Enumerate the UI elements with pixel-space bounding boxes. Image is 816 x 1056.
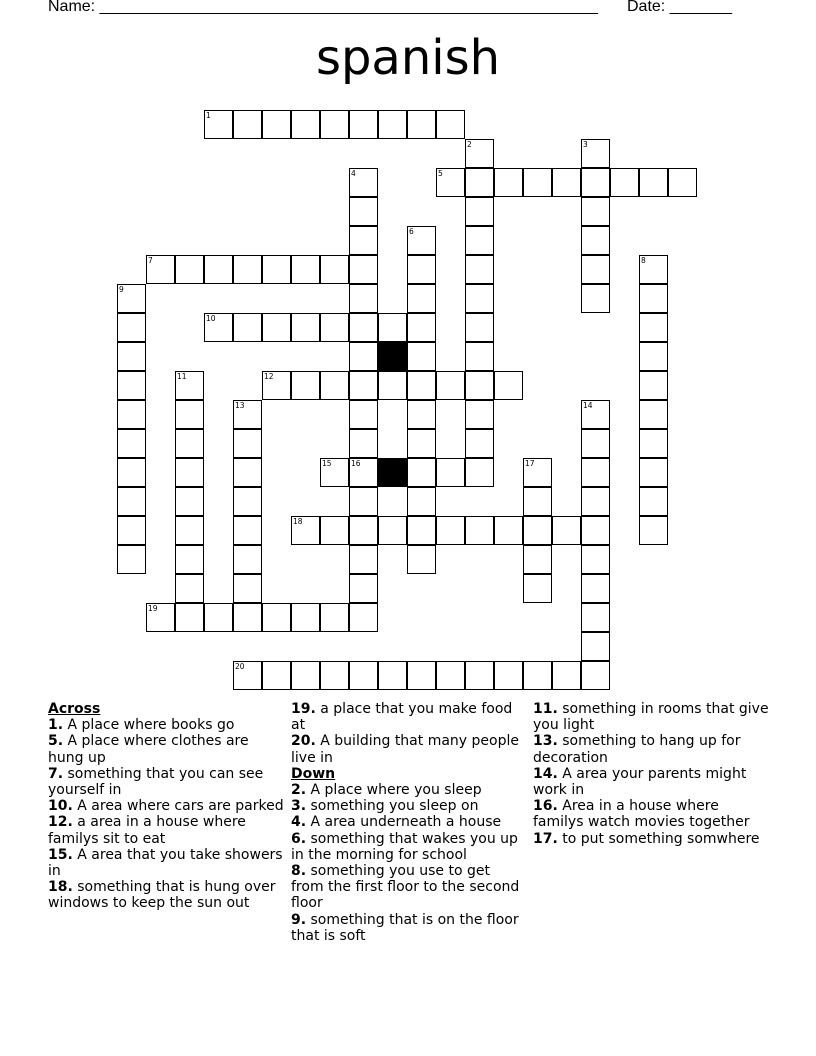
grid-cell[interactable] (581, 661, 610, 690)
down-clue-3: 3. something you sleep on (291, 798, 479, 815)
grid-cell[interactable] (320, 255, 349, 284)
grid-cell[interactable] (639, 342, 668, 371)
clue-number: 11 (177, 372, 187, 381)
down-clue-2: 2. A place where you sleep (291, 782, 482, 799)
grid-cell[interactable] (465, 139, 494, 168)
clue-number: 12 (264, 372, 274, 381)
grid-cell[interactable] (494, 168, 523, 197)
grid-cell[interactable] (581, 574, 610, 603)
grid-cell[interactable] (291, 661, 320, 690)
grid-cell[interactable] (581, 255, 610, 284)
clue-column-2 (291, 701, 527, 944)
grid-cell[interactable] (407, 110, 436, 139)
grid-cell[interactable] (233, 661, 262, 690)
grid-cell[interactable] (581, 400, 610, 429)
grid-cell[interactable] (233, 516, 262, 545)
grid-cell[interactable] (349, 574, 378, 603)
across-clue-20: 20. A building that many people live in (291, 733, 519, 766)
grid-cell[interactable] (117, 342, 146, 371)
grid-cell[interactable] (349, 429, 378, 458)
clue-number: 18 (293, 517, 303, 526)
grid-cell[interactable] (291, 603, 320, 632)
grid-cell[interactable] (320, 313, 349, 342)
date-line: Date: _______ (627, 0, 732, 15)
grid-cell[interactable] (581, 487, 610, 516)
grid-cell[interactable] (233, 487, 262, 516)
grid-cell[interactable] (175, 255, 204, 284)
grid-cell[interactable] (523, 516, 552, 545)
grid-cell[interactable] (407, 458, 436, 487)
grid-cell[interactable] (175, 574, 204, 603)
grid-cell[interactable] (378, 313, 407, 342)
grid-cell[interactable] (639, 516, 668, 545)
grid-cell[interactable] (581, 226, 610, 255)
grid-cell[interactable] (639, 487, 668, 516)
grid-cell[interactable] (523, 661, 552, 690)
grid-cell[interactable] (117, 284, 146, 313)
grid-cell[interactable] (581, 197, 610, 226)
grid-cell[interactable] (262, 661, 291, 690)
grid-cell[interactable] (465, 284, 494, 313)
puzzle-title: spanish (315, 30, 501, 86)
grid-cell[interactable] (494, 371, 523, 400)
grid-cell[interactable] (291, 371, 320, 400)
grid-cell[interactable] (407, 545, 436, 574)
grid-cell[interactable] (146, 603, 175, 632)
grid-cell[interactable] (552, 168, 581, 197)
grid-cell[interactable] (320, 516, 349, 545)
grid-cell[interactable] (639, 168, 668, 197)
grid-cell[interactable] (581, 429, 610, 458)
grid-cell[interactable] (668, 168, 697, 197)
grid-cell[interactable] (465, 458, 494, 487)
grid-cell[interactable] (349, 168, 378, 197)
grid-cell[interactable] (523, 574, 552, 603)
grid-cell[interactable] (233, 603, 262, 632)
grid-cell[interactable] (436, 516, 465, 545)
clue-number: 4 (351, 169, 356, 178)
grid-cell[interactable] (378, 110, 407, 139)
grid-cell[interactable] (523, 487, 552, 516)
grid-cell[interactable] (639, 284, 668, 313)
grid-cell[interactable] (262, 603, 291, 632)
across-clue-12: 12. a area in a house where familys sit to eat (48, 814, 246, 847)
grid-cell[interactable] (465, 371, 494, 400)
grid-cell[interactable] (349, 487, 378, 516)
clue-number: 16 (351, 459, 361, 468)
grid-cell[interactable] (320, 458, 349, 487)
grid-cell[interactable] (349, 226, 378, 255)
grid-cell[interactable] (233, 429, 262, 458)
grid-cell[interactable] (581, 603, 610, 632)
grid-cell[interactable] (349, 284, 378, 313)
grid-cell[interactable] (233, 574, 262, 603)
grid-cell[interactable] (320, 603, 349, 632)
across-clue-15: 15. A area that you take showers in (48, 846, 283, 880)
grid-cell[interactable] (581, 632, 610, 661)
clue-number: 13 (235, 401, 245, 410)
grid-cell[interactable] (233, 255, 262, 284)
grid-cell[interactable] (552, 661, 581, 690)
grid-cell[interactable] (436, 110, 465, 139)
grid-cell[interactable] (233, 458, 262, 487)
grid-cell[interactable] (552, 516, 581, 545)
grid-cell[interactable] (465, 226, 494, 255)
grid-cell[interactable] (407, 400, 436, 429)
grid-cell[interactable] (349, 458, 378, 487)
across-clue-5: 5. A place where clothes are hung up (48, 733, 249, 766)
down-clue-13: 13. something to hang up for decoration (533, 733, 741, 766)
down-clue-14: 14. A area your parents might work in (533, 765, 747, 799)
grid-cell[interactable] (349, 342, 378, 371)
grid-cell[interactable] (349, 313, 378, 342)
grid-cell[interactable] (262, 313, 291, 342)
grid-cell[interactable] (204, 110, 233, 139)
grid-cell[interactable] (291, 313, 320, 342)
grid-cell[interactable] (233, 545, 262, 574)
grid-cell[interactable] (581, 458, 610, 487)
clue-number: 20 (235, 662, 245, 671)
grid-cell[interactable] (262, 110, 291, 139)
grid-cell[interactable] (117, 487, 146, 516)
grid-cell[interactable] (465, 313, 494, 342)
clue-number: 14 (583, 401, 593, 410)
grid-cell[interactable] (175, 429, 204, 458)
grid-cell[interactable] (175, 400, 204, 429)
down-clue-6: 6. something that wakes you up in the morning for school (291, 830, 518, 863)
grid-cell[interactable] (291, 516, 320, 545)
grid-cell[interactable] (436, 661, 465, 690)
clue-number: 19 (148, 604, 158, 613)
grid-cell[interactable] (175, 487, 204, 516)
grid-cell[interactable] (175, 603, 204, 632)
grid-cell[interactable] (262, 255, 291, 284)
grid-cell[interactable] (349, 255, 378, 284)
grid-cell[interactable] (349, 661, 378, 690)
clue-number: 3 (583, 140, 588, 149)
clue-number: 2 (467, 140, 472, 149)
grid-cell[interactable] (378, 371, 407, 400)
across-heading: Across (48, 701, 101, 717)
grid-cell[interactable] (465, 429, 494, 458)
grid-cell[interactable] (349, 197, 378, 226)
grid-cell[interactable] (175, 545, 204, 574)
clue-column-3 (533, 701, 769, 847)
grid-cell[interactable] (204, 313, 233, 342)
clue-number: 1 (206, 111, 211, 120)
grid-cell[interactable] (407, 371, 436, 400)
grid-cell[interactable] (436, 371, 465, 400)
black-cell (378, 458, 407, 487)
grid-cell[interactable] (407, 429, 436, 458)
grid-cell[interactable] (465, 400, 494, 429)
grid-cell[interactable] (407, 661, 436, 690)
grid-cell[interactable] (465, 516, 494, 545)
down-clue-11: 11. something in rooms that give you light (533, 701, 769, 734)
grid-cell[interactable] (117, 458, 146, 487)
grid-cell[interactable] (523, 168, 552, 197)
clue-number: 17 (525, 459, 535, 468)
grid-cell[interactable] (581, 284, 610, 313)
clue-number: 15 (322, 459, 332, 468)
grid-cell[interactable] (175, 458, 204, 487)
grid-cell[interactable] (204, 603, 233, 632)
across-clue-18: 18. something that is hung over windows to keep the sun out (48, 879, 276, 912)
grid-cell[interactable] (291, 110, 320, 139)
grid-cell[interactable] (639, 255, 668, 284)
across-clue-1: 1. A place where books go (48, 717, 235, 734)
grid-cell[interactable] (465, 661, 494, 690)
grid-cell[interactable] (349, 110, 378, 139)
grid-cell[interactable] (581, 139, 610, 168)
grid-cell[interactable] (407, 516, 436, 545)
grid-cell[interactable] (407, 226, 436, 255)
grid-cell[interactable] (523, 458, 552, 487)
grid-cell[interactable] (320, 371, 349, 400)
grid-cell[interactable] (117, 400, 146, 429)
grid-cell[interactable] (639, 371, 668, 400)
grid-cell[interactable] (233, 110, 262, 139)
grid-cell[interactable] (146, 255, 175, 284)
grid-cell[interactable] (378, 661, 407, 690)
name-line: Name: ________________________________________________________ (48, 0, 598, 15)
grid-cell[interactable] (262, 371, 291, 400)
grid-cell[interactable] (175, 371, 204, 400)
grid-cell[interactable] (639, 429, 668, 458)
across-clue-7: 7. something that you can see yourself in (48, 765, 264, 799)
grid-cell[interactable] (349, 516, 378, 545)
clue-number: 9 (119, 285, 124, 294)
grid-cell[interactable] (436, 458, 465, 487)
grid-cell[interactable] (465, 342, 494, 371)
across-clue-19: 19. a place that you make food at (291, 701, 513, 734)
grid-cell[interactable] (117, 313, 146, 342)
down-clue-9: 9. something that is on the floor that is soft (291, 911, 519, 944)
grid-cell[interactable] (465, 168, 494, 197)
clue-number: 6 (409, 227, 414, 236)
across-clue-10: 10. A area where cars are parked (48, 798, 284, 815)
grid-cell[interactable] (407, 255, 436, 284)
grid-cell[interactable] (465, 255, 494, 284)
grid-cell[interactable] (436, 168, 465, 197)
grid-cell[interactable] (581, 516, 610, 545)
clue-number: 8 (641, 256, 646, 265)
down-heading: Down (291, 765, 336, 782)
grid-cell[interactable] (639, 400, 668, 429)
grid-cell[interactable] (407, 284, 436, 313)
clue-column-1 (48, 701, 284, 912)
grid-cell[interactable] (349, 545, 378, 574)
grid-cell[interactable] (639, 458, 668, 487)
grid-cell[interactable] (117, 516, 146, 545)
grid-cell[interactable] (291, 255, 320, 284)
grid-cell[interactable] (407, 342, 436, 371)
grid-cell[interactable] (204, 255, 233, 284)
down-clue-4: 4. A area underneath a house (291, 814, 502, 831)
grid-cell[interactable] (494, 516, 523, 545)
grid-cell[interactable] (639, 313, 668, 342)
grid-cell[interactable] (523, 545, 552, 574)
black-cell (378, 342, 407, 371)
grid-cell[interactable] (581, 168, 610, 197)
clue-number: 10 (206, 314, 216, 323)
grid-cell[interactable] (378, 516, 407, 545)
down-clue-17: 17. to put something somwhere (533, 830, 760, 847)
grid-cell[interactable] (233, 400, 262, 429)
grid-cell[interactable] (610, 168, 639, 197)
grid-cell[interactable] (465, 197, 494, 226)
down-clue-8: 8. something you use to get from the first floor to the second floor (291, 863, 520, 912)
grid-cell[interactable] (320, 661, 349, 690)
grid-cell[interactable] (581, 545, 610, 574)
grid-cell[interactable] (407, 487, 436, 516)
clue-number: 7 (148, 256, 153, 265)
grid-cell[interactable] (117, 371, 146, 400)
grid-cell[interactable] (117, 545, 146, 574)
grid-cell[interactable] (349, 603, 378, 632)
grid-cell[interactable] (407, 313, 436, 342)
grid-cell[interactable] (320, 110, 349, 139)
grid-cell[interactable] (175, 516, 204, 545)
grid-cell[interactable] (349, 400, 378, 429)
grid-cell[interactable] (494, 661, 523, 690)
clue-number: 5 (438, 169, 443, 178)
down-clue-16: 16. Area in a house where familys watch movies together (533, 798, 750, 831)
grid-cell[interactable] (233, 313, 262, 342)
grid-cell[interactable] (117, 429, 146, 458)
grid-cell[interactable] (349, 371, 378, 400)
